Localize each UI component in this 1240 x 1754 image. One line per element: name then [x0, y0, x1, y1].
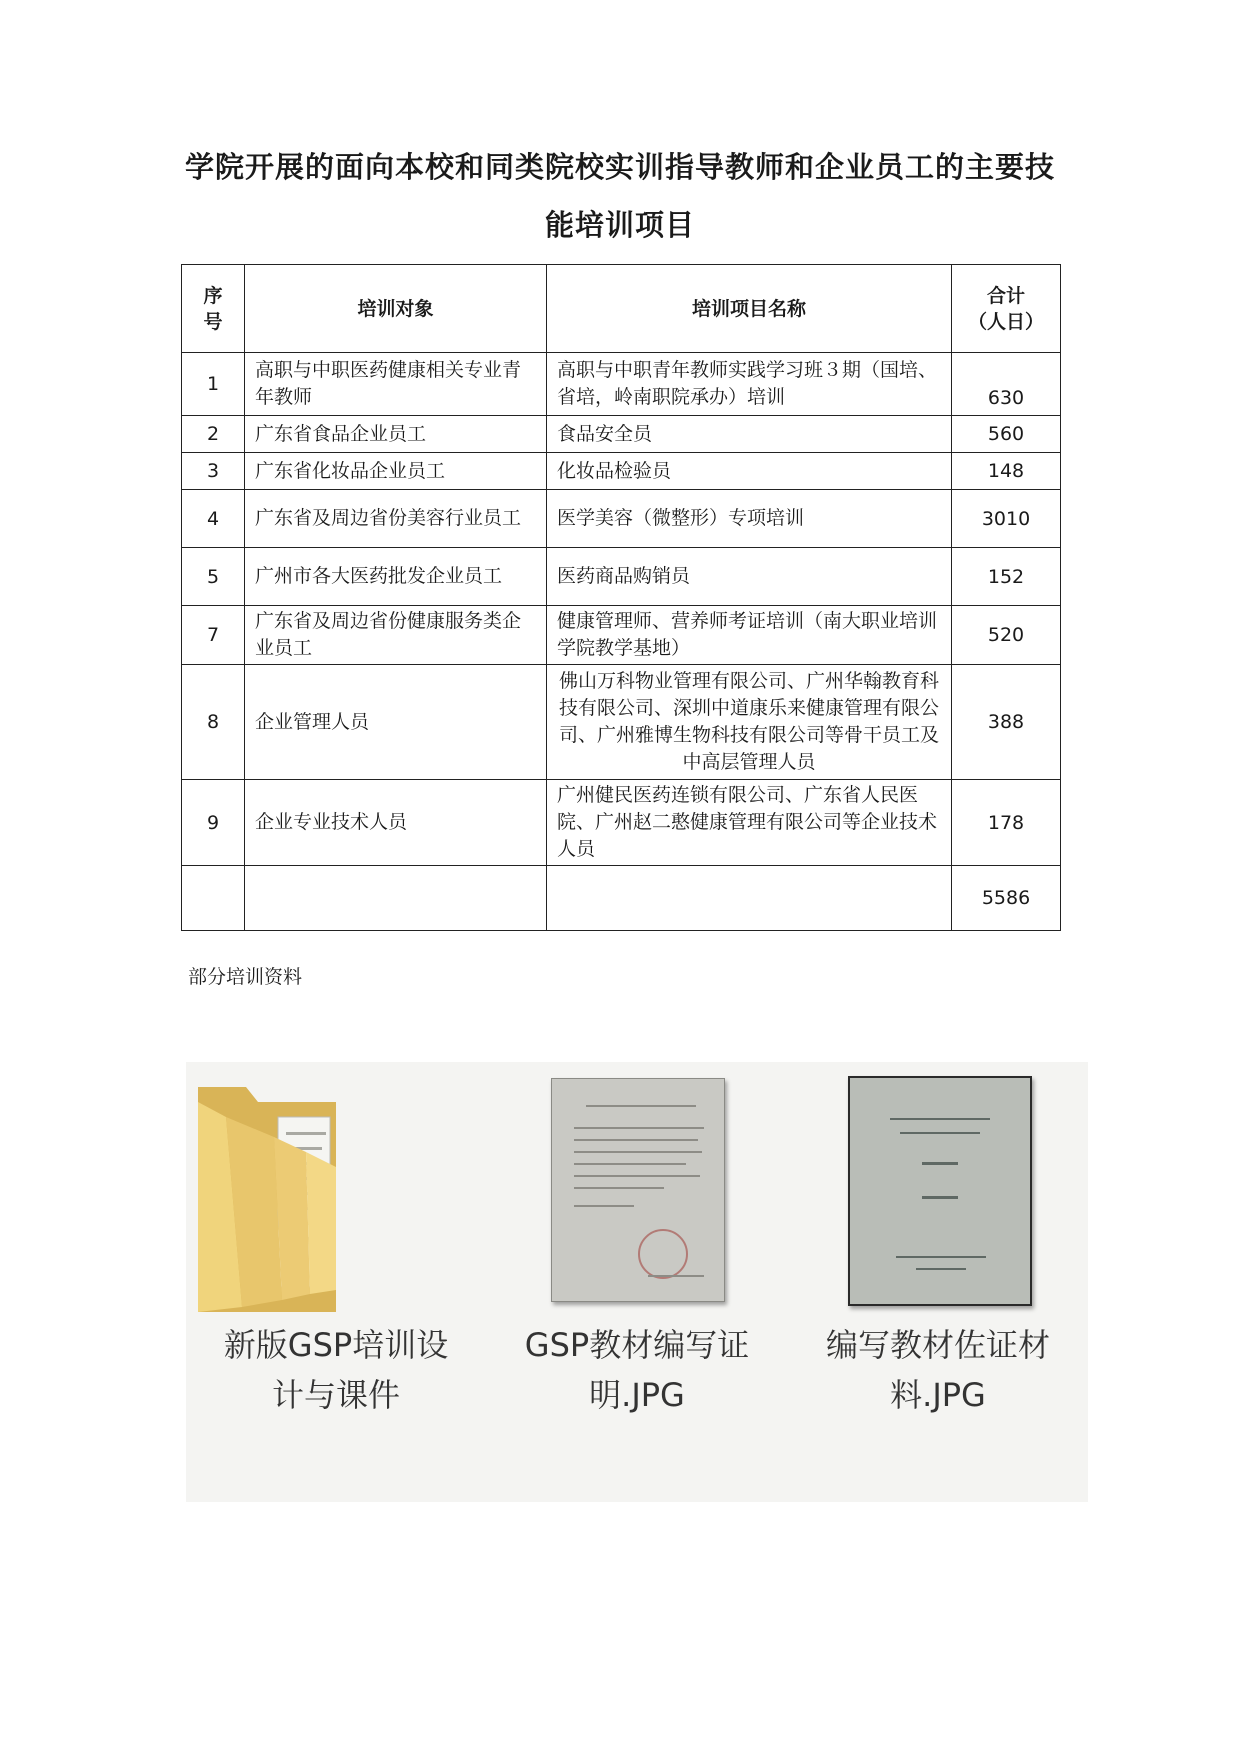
section-caption: 部分培训资料 — [188, 966, 303, 988]
file-label: 编写教材佐证材 料.JPG — [825, 1326, 1050, 1414]
folder-icon — [186, 1062, 486, 1312]
row-days: 3010 — [952, 490, 1061, 548]
row-seq: 5 — [182, 548, 245, 606]
header-project: 培训项目名称 — [547, 265, 952, 353]
row-project: 化妆品检验员 — [547, 453, 952, 490]
table-row — [182, 780, 1061, 866]
row-seq: 8 — [182, 665, 245, 780]
row-project: 广州健民医药连锁有限公司、广东省人民医院、广州赵二憨健康管理有限公司等企业技术人员 — [547, 780, 952, 866]
file-tile-book-cover[interactable] — [788, 1062, 1088, 1502]
row-target: 企业管理人员 — [245, 665, 547, 780]
row-days: 148 — [952, 453, 1061, 490]
row-project: 医药商品购销员 — [547, 548, 952, 606]
row-project: 健康管理师、营养师考证培训（南大职业培训学院教学基地） — [547, 606, 952, 665]
table-row — [182, 665, 1061, 780]
row-project: 食品安全员 — [547, 416, 952, 453]
training-projects-table — [181, 264, 1061, 931]
file-tile-certificate[interactable] — [487, 1062, 787, 1502]
header-total: 合计 （人日） — [952, 265, 1061, 353]
total-seq — [182, 866, 245, 931]
page-title — [150, 138, 1090, 254]
row-seq: 7 — [182, 606, 245, 665]
document-photo-icon — [551, 1078, 725, 1302]
row-seq: 1 — [182, 353, 245, 416]
row-days: 630 — [952, 353, 1061, 416]
file-tile-folder[interactable] — [186, 1062, 486, 1502]
table-row — [182, 416, 1061, 453]
table-row — [182, 353, 1061, 416]
file-label: GSP教材编写证 明.JPG — [524, 1326, 750, 1414]
file-gallery — [186, 1062, 1088, 1502]
file-label: 新版GSP培训设 计与课件 — [223, 1326, 449, 1414]
row-target: 广州市各大医药批发企业员工 — [245, 548, 547, 606]
row-target: 广东省食品企业员工 — [245, 416, 547, 453]
row-days: 388 — [952, 665, 1061, 780]
row-project: 佛山万科物业管理有限公司、广州华翰教育科技有限公司、深圳中道康乐来健康管理有限公司、广州雅博生物科技有限公司等骨干员工及中高层管理人员 — [547, 665, 952, 780]
table-row — [182, 453, 1061, 490]
row-days: 560 — [952, 416, 1061, 453]
row-days: 152 — [952, 548, 1061, 606]
row-seq: 4 — [182, 490, 245, 548]
row-seq: 3 — [182, 453, 245, 490]
row-project: 医学美容（微整形）专项培训 — [547, 490, 952, 548]
row-days: 178 — [952, 780, 1061, 866]
row-target: 广东省及周边省份美容行业员工 — [245, 490, 547, 548]
row-target: 广东省化妆品企业员工 — [245, 453, 547, 490]
table-header-row — [182, 265, 1061, 353]
table-total-row — [182, 866, 1061, 931]
page-title-line-1: 学院开展的面向本校和同类院校实训指导教师和企业员工的主要技 — [184, 150, 1055, 184]
table-row — [182, 548, 1061, 606]
row-target: 高职与中职医药健康相关专业青年教师 — [245, 353, 547, 416]
row-days: 520 — [952, 606, 1061, 665]
row-target: 广东省及周边省份健康服务类企业员工 — [245, 606, 547, 665]
table-row — [182, 606, 1061, 665]
page-title-line-2: 能培训项目 — [544, 208, 695, 242]
total-project — [547, 866, 952, 931]
total-target — [245, 866, 547, 931]
table-row — [182, 490, 1061, 548]
total-days: 5586 — [952, 866, 1061, 931]
row-target: 企业专业技术人员 — [245, 780, 547, 866]
row-seq: 2 — [182, 416, 245, 453]
header-target: 培训对象 — [245, 265, 547, 353]
row-project: 高职与中职青年教师实践学习班３期（国培、省培，岭南职院承办）培训 — [547, 353, 952, 416]
row-seq: 9 — [182, 780, 245, 866]
book-cover-photo-icon — [848, 1076, 1032, 1306]
header-seq: 序号 — [182, 265, 245, 353]
